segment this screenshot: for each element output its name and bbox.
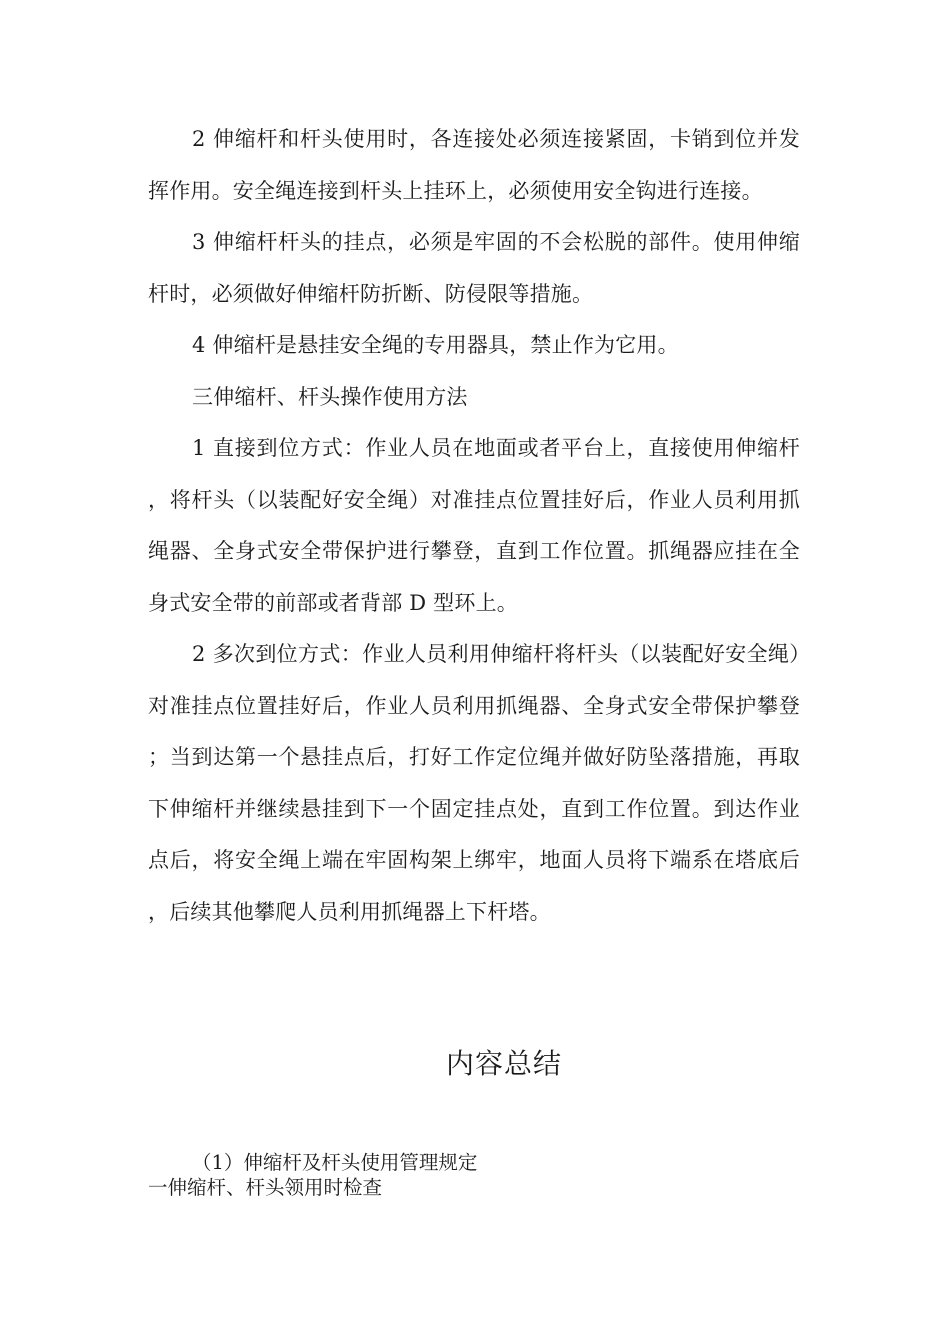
document-body [148,114,800,938]
paragraph-connection-rules: 2 伸缩杆和杆头使用时，各连接处必须连接紧固，卡销到位并发挥作用。安全绳连接到杆头上挂环上，必须使用安全钩进行连接。 [148,127,800,203]
section-heading-operation: 三伸缩杆、杆头操作使用方法 [192,384,468,409]
summary-block [148,1150,800,1200]
paragraph-multiple-method: 2 多次到位方式：作业人员利用伸缩杆将杆头（以装配好安全绳）对准挂点位置挂好后，作业人员利用抓绳器、全身式安全带保护攀登；当到达第一个悬挂点后，打好工作定位绳并做好防坠落措施，再取下伸缩杆并继续悬挂到下一个固定挂点处，直到工作位置。到达作业点后，将安全绳上端在牢固构架上绑牢，地面人员将下端系在塔底后，后续其他攀爬人员利用抓绳器上下杆塔。 [148,642,800,924]
paragraph-direct-method: 1 直接到位方式：作业人员在地面或者平台上，直接使用伸缩杆，将杆头（以装配好安全绳）对准挂点位置挂好后，作业人员利用抓绳器、全身式安全带保护进行攀登，直到工作位置。抓绳器应挂在全身式安全带的前部或者背部 D 型环上。 [148,436,800,615]
paragraph-dedicated-use: 4 伸缩杆是悬挂安全绳的专用器具，禁止作为它用。 [192,333,679,357]
summary-line-1: （1）伸缩杆及杆头使用管理规定 [192,1151,478,1174]
summary-title: 内容总结 [445,1047,562,1080]
summary-line-2: 一伸缩杆、杆头领用时检查 [148,1176,383,1199]
paragraph-hook-point: 3 伸缩杆杆头的挂点，必须是牢固的不会松脱的部件。使用伸缩杆时，必须做好伸缩杆防折断、防侵限等措施。 [148,230,800,306]
